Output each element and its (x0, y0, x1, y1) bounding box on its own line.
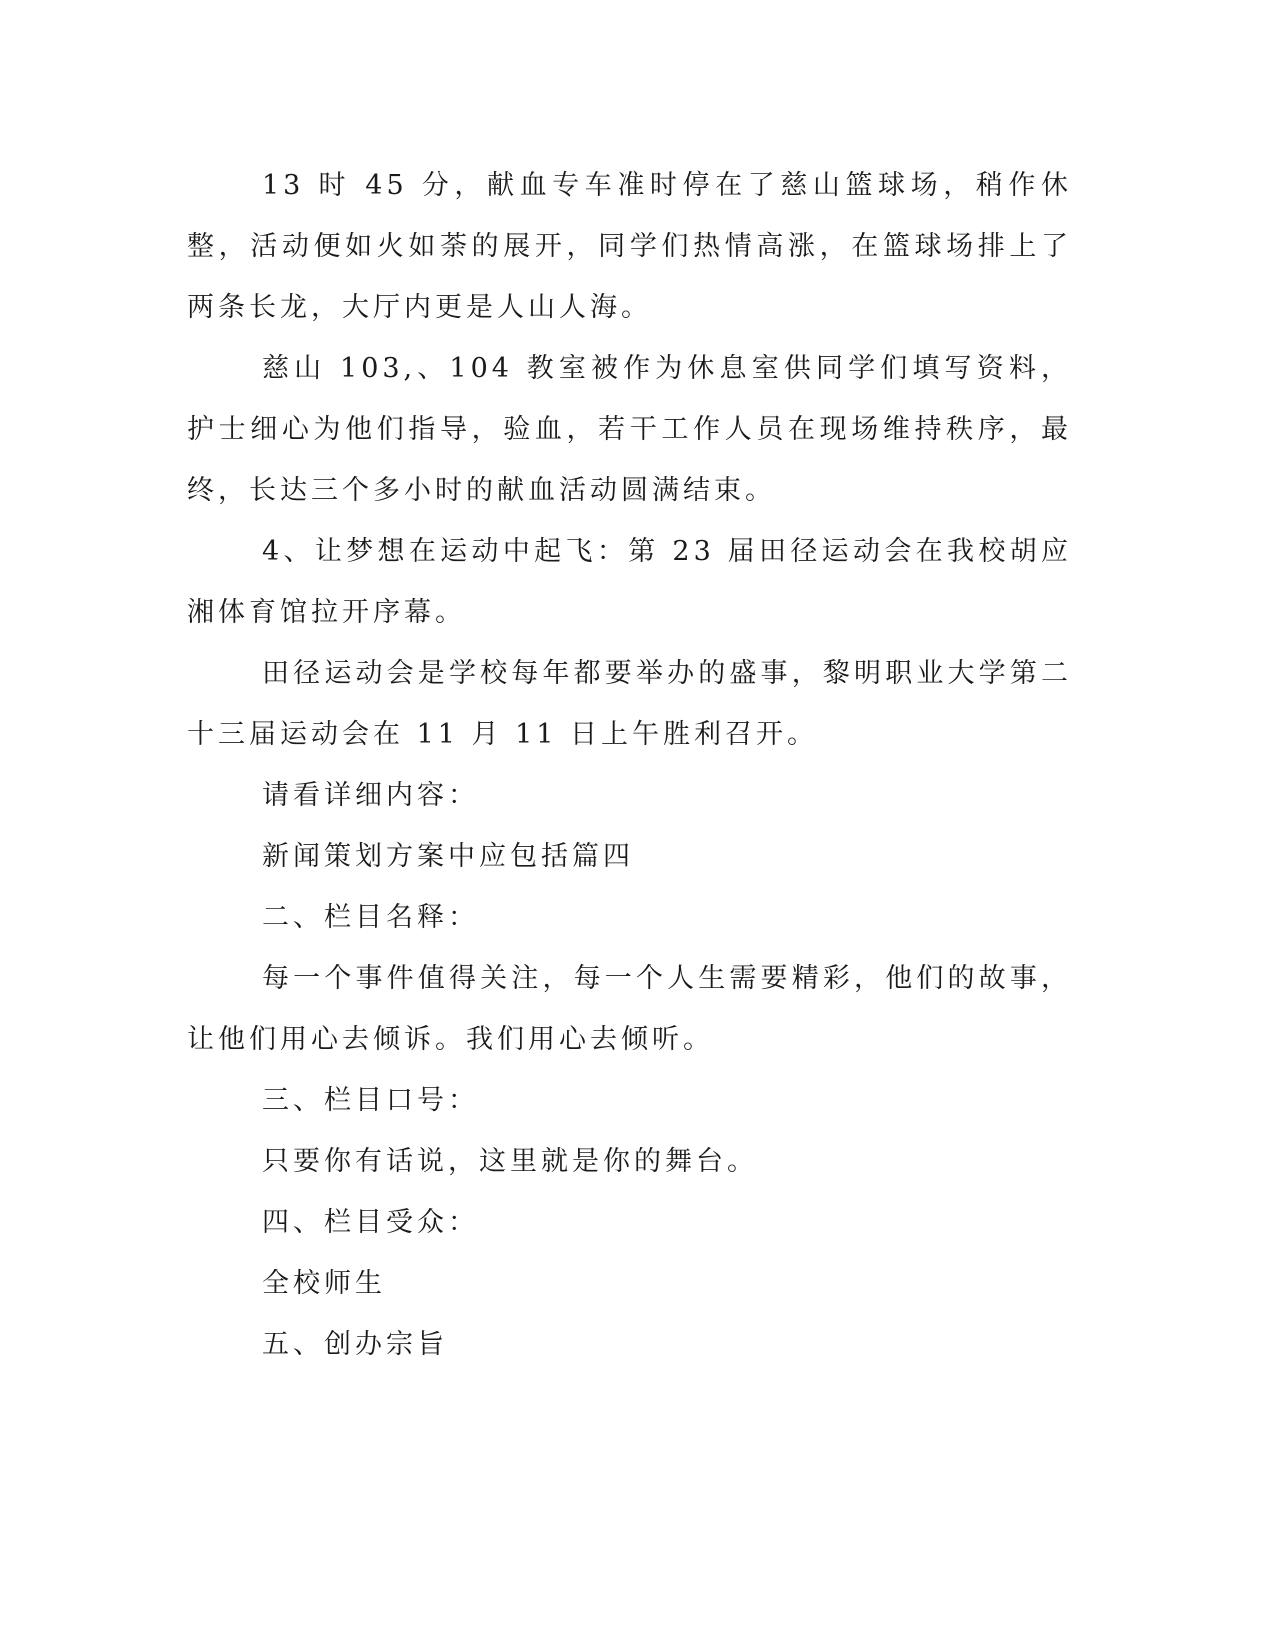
document-body (187, 155, 1072, 1375)
paragraph-sports-meet-intro: 田径运动会是学校每年都要举办的盛事，黎明职业大学第二十三届运动会在 11 月 11 日上午胜利召开。 (187, 658, 1072, 750)
paragraph-column-name-text: 每一个事件值得关注，每一个人生需要精彩，他们的故事，让他们用心去倾诉。我们用心去倾听。 (187, 963, 1072, 1055)
paragraph-blood-drive-start: 13 时 45 分，献血专车准时停在了慈山篮球场，稍作休整，活动便如火如荼的展开，同学们热情高涨，在篮球场排上了两条长龙，大厅内更是人山人海。 (187, 170, 1072, 323)
paragraph-see-details: 请看详细内容： (262, 780, 479, 811)
heading-column-audience: 四、栏目受众： (262, 1207, 479, 1238)
paragraph-column-audience-text: 全校师生 (262, 1268, 386, 1299)
paragraph-blood-drive-end: 慈山 103,、104 教室被作为休息室供同学们填写资料，护士细心为他们指导，验血，若干工作人员在现场维持秩序，最终，长达三个多小时的献血活动圆满结束。 (187, 353, 1072, 506)
paragraph-column-slogan-text: 只要你有话说，这里就是你的舞台。 (262, 1146, 758, 1177)
paragraph-sports-meet-heading: 4、让梦想在运动中起飞：第 23 届田径运动会在我校胡应湘体育馆拉开序幕。 (187, 536, 1072, 628)
heading-founding-purpose: 五、创办宗旨 (262, 1329, 448, 1360)
heading-column-name: 二、栏目名释： (262, 902, 479, 933)
section-title-plan-four: 新闻策划方案中应包括篇四 (262, 841, 634, 872)
heading-column-slogan: 三、栏目口号： (262, 1085, 479, 1116)
